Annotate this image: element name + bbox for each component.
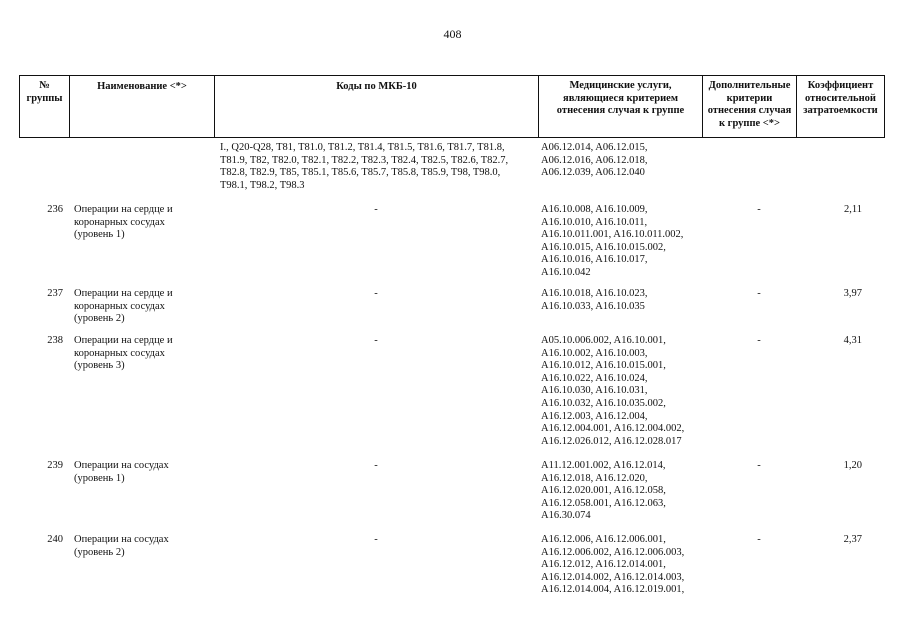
cell-line: A16.10.016, A16.10.017, xyxy=(541,254,648,266)
cell-line: - xyxy=(374,204,378,215)
cell-line: A16.12.020.001, A16.12.058, xyxy=(541,485,666,497)
cell-line: отнесения случая xyxy=(707,105,792,116)
cell-line: Дополнительные xyxy=(708,80,791,91)
row-coefficient xyxy=(796,142,885,204)
row-services xyxy=(538,204,702,288)
row-number: 236 xyxy=(47,204,63,215)
row-icd-codes xyxy=(214,142,538,204)
cell-line: (уровень 2) xyxy=(74,313,125,325)
row-name xyxy=(69,534,214,604)
row-services xyxy=(538,288,702,335)
cell-line: A06.12.039, A06.12.040 xyxy=(541,167,645,179)
cell-line: коронарных сосудах xyxy=(74,216,165,228)
cell-line: A06.12.016, A06.12.018, xyxy=(541,154,648,166)
row-number: 238 xyxy=(47,335,63,346)
cell-line: A16.10.002, A16.10.003, xyxy=(541,347,648,359)
cell-line: - xyxy=(374,335,378,346)
row-number xyxy=(19,142,69,204)
cell-line: I., Q20-Q28, T81, T81.0, T81.2, T81.4, T81.5, T81.6, T81.7, T81.8, xyxy=(220,142,505,153)
cell-line: к группе <*> xyxy=(719,117,780,129)
cell-line: A16.12.058.001, A16.12.063, xyxy=(541,497,666,509)
cell-line: A16.12.006.002, A16.12.006.003, xyxy=(541,546,685,558)
table-row xyxy=(19,288,885,335)
cell-line: критерии xyxy=(726,92,773,104)
table-body xyxy=(19,138,885,604)
cell-line: A16.12.014.004, A16.12.019.001, xyxy=(541,584,685,596)
cell-line: № xyxy=(39,80,50,91)
header-icd-codes xyxy=(214,76,538,137)
row-icd-codes xyxy=(214,460,538,534)
cell-line: A16.10.012, A16.10.015.001, xyxy=(541,360,666,372)
cell-line: Операции на сосудах xyxy=(74,460,169,471)
cell-line: Операции на сосудах xyxy=(74,534,169,545)
cell-line: A16.12.026.012, A16.12.028.017 xyxy=(541,435,682,447)
row-services xyxy=(538,534,702,604)
row-services xyxy=(538,335,702,460)
row-coefficient: 1,20 xyxy=(843,460,862,471)
row-name xyxy=(69,288,214,335)
header-group-no xyxy=(19,76,69,137)
cell-line: A16.10.022, A16.10.024, xyxy=(541,372,648,384)
table-header xyxy=(19,76,885,138)
cell-line: A16.10.011.001, A16.10.011.002, xyxy=(541,229,684,241)
cell-line: Медицинские услуги, xyxy=(569,80,672,91)
cell-line: коронарных сосудах xyxy=(74,300,165,312)
row-name xyxy=(69,335,214,460)
cell-line: A16.10.010, A16.10.011, xyxy=(541,216,648,228)
row-icd-codes xyxy=(214,335,538,460)
table-row xyxy=(19,534,885,604)
cell-line: A16.12.006, A16.12.006.001, xyxy=(541,534,666,545)
row-coefficient: 4,31 xyxy=(843,335,862,346)
row-icd-codes xyxy=(214,534,538,604)
row-services xyxy=(538,142,702,204)
row-additional: - xyxy=(757,460,761,471)
row-additional: - xyxy=(757,288,761,299)
cell-line: T82.8, T82.9, T85, T85.1, T85.6, T85.7, T85.8, T85.9, T98, T98.0, xyxy=(220,167,501,179)
row-services xyxy=(538,460,702,534)
page-number: 408 xyxy=(443,27,462,41)
row-additional: - xyxy=(757,204,761,215)
cell-line: A16.30.074 xyxy=(541,510,591,522)
row-additional xyxy=(702,142,796,204)
row-additional: - xyxy=(757,335,761,346)
cell-line: A16.12.014.002, A16.12.014.003, xyxy=(541,571,685,583)
cell-line: A06.12.014, A06.12.015, xyxy=(541,142,648,153)
cell-line: (уровень 1) xyxy=(74,472,125,484)
cell-line: A16.12.012, A16.12.014.001, xyxy=(541,559,666,571)
cell-line: - xyxy=(374,460,378,471)
cell-line: A16.10.030, A16.10.031, xyxy=(541,385,648,397)
row-number: 237 xyxy=(47,288,63,299)
table-row xyxy=(19,204,885,288)
cell-line: A16.10.032, A16.10.035.002, xyxy=(541,397,666,409)
tariff-table xyxy=(19,75,885,604)
row-coefficient: 2,11 xyxy=(844,204,862,215)
cell-line: - xyxy=(374,288,378,299)
row-icd-codes xyxy=(214,288,538,335)
row-additional: - xyxy=(757,534,761,545)
row-name xyxy=(69,204,214,288)
row-name xyxy=(69,142,214,204)
cell-line: A16.10.015, A16.10.015.002, xyxy=(541,241,666,253)
cell-line: A16.12.018, A16.12.020, xyxy=(541,472,648,484)
cell-line: относительной xyxy=(805,92,876,104)
row-coefficient: 3,97 xyxy=(843,288,862,299)
cell-line: A11.12.001.002, A16.12.014, xyxy=(541,460,666,471)
row-name xyxy=(69,460,214,534)
cell-line: A16.12.003, A16.12.004, xyxy=(541,410,648,422)
cell-line: A16.10.042 xyxy=(541,266,591,278)
header-name xyxy=(69,76,214,137)
table-row xyxy=(19,138,885,204)
cell-line: A16.10.018, A16.10.023, xyxy=(541,288,648,299)
cell-line: Операции на сердце и xyxy=(74,288,173,299)
row-number: 240 xyxy=(47,534,63,545)
cell-line: - xyxy=(374,534,378,545)
cell-line: затратоемкости xyxy=(803,105,878,116)
table-row xyxy=(19,335,885,460)
cell-line: (уровень 2) xyxy=(74,546,125,558)
cell-line: A16.12.004.001, A16.12.004.002, xyxy=(541,423,685,435)
table-row xyxy=(19,460,885,534)
cell-line: (уровень 3) xyxy=(74,360,125,372)
cell-line: коронарных сосудах xyxy=(74,347,165,359)
cell-line: A16.10.033, A16.10.035 xyxy=(541,300,645,312)
cell-line: Операции на сердце и xyxy=(74,204,173,215)
cell-line: A16.10.008, A16.10.009, xyxy=(541,204,648,215)
row-icd-codes xyxy=(214,204,538,288)
header-coefficient xyxy=(796,76,885,137)
row-number: 239 xyxy=(47,460,63,471)
header-additional-criteria xyxy=(702,76,796,137)
cell-line: Наименование <*> xyxy=(97,81,187,92)
cell-line: Коэффициент xyxy=(807,80,874,91)
cell-line: (уровень 1) xyxy=(74,229,125,241)
cell-line: являющиеся критерием xyxy=(563,92,678,104)
cell-line: A05.10.006.002, A16.10.001, xyxy=(541,335,666,346)
header-services xyxy=(538,76,702,137)
cell-line: отнесения случая к группе xyxy=(556,105,685,116)
cell-line: T98.1, T98.2, T98.3 xyxy=(220,179,305,191)
row-coefficient: 2,37 xyxy=(843,534,862,545)
cell-line: группы xyxy=(26,92,63,104)
cell-line: T81.9, T82, T82.0, T82.1, T82.2, T82.3, T82.4, T82.5, T82.6, T82.7, xyxy=(220,154,509,166)
cell-line: Операции на сердце и xyxy=(74,335,173,346)
cell-line: Коды по МКБ-10 xyxy=(336,81,417,92)
